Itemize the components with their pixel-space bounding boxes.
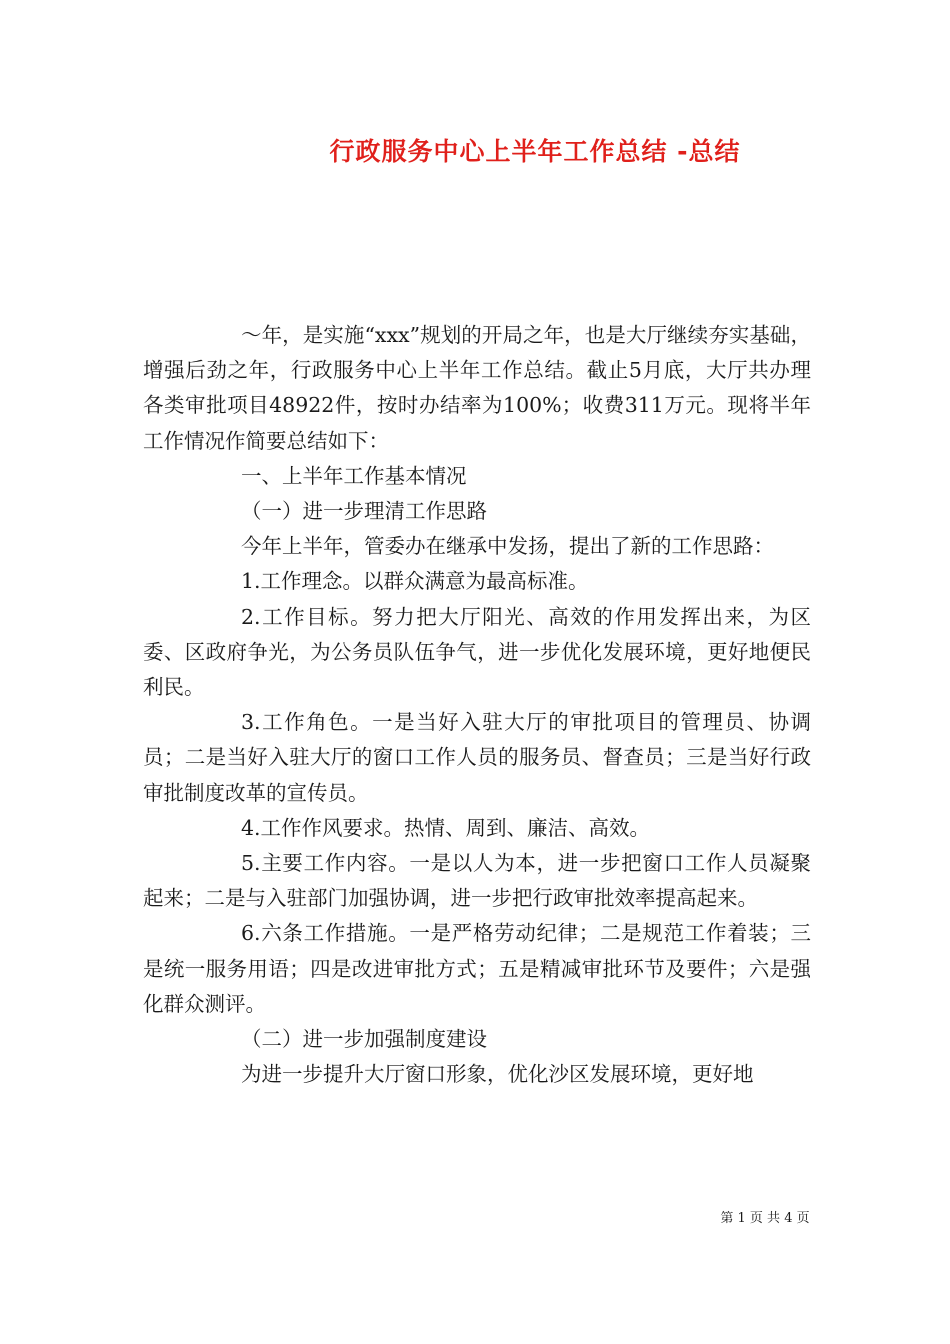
list-item: 4.工作作风要求。热情、周到、廉洁、高效。 [241, 815, 651, 840]
list-item: 5.主要工作内容。一是以人为本，进一步把窗口工作人员凝聚起来；二是与入驻部门加强协调，进一步把行政审批效率提高起来。 [143, 851, 811, 911]
document-title: 行政服务中心上半年工作总结 -总结 [329, 137, 741, 166]
subsection-heading-1: （一）进一步理清工作思路 [241, 499, 487, 524]
section-heading-1: 一、上半年工作基本情况 [241, 463, 467, 488]
document-body [143, 318, 811, 1092]
paragraph: 今年上半年，管委办在继承中发扬，提出了新的工作思路： [241, 534, 774, 559]
list-item: 1.工作理念。以群众满意为最高标准。 [241, 569, 589, 594]
list-item: 3.工作角色。一是当好入驻大厅的审批项目的管理员、协调员；二是当好入驻大厅的窗口工作人员的服务员、督查员；三是当好行政审批制度改革的宣传员。 [143, 710, 811, 805]
list-item: 2.工作目标。努力把大厅阳光、高效的作用发挥出来，为区委、区政府争光，为公务员队伍争气，进一步优化发展环境，更好地便民利民。 [143, 604, 811, 700]
subsection-heading-2: （二）进一步加强制度建设 [241, 1027, 487, 1052]
paragraph: 为进一步提升大厅窗口形象，优化沙区发展环境，更好地 [241, 1062, 754, 1087]
list-item: 6.六条工作措施。一是严格劳动纪律；二是规范工作着装；三是统一服务用语；四是改进审批方式；五是精减审批环节及要件；六是强化群众测评。 [143, 921, 811, 1016]
page-footer: 第 1 页 共 4 页 [720, 1211, 810, 1226]
paragraph-intro: ～年，是实施“xxx”规划的开局之年，也是大厅继续夯实基础，增强后劲之年，行政服务中心上半年工作总结。截止5月底，大厅共办理各类审批项目48922件，按时办结率为100%；收费311万元。现将半年工作情况作简要总结如下： [143, 323, 811, 453]
